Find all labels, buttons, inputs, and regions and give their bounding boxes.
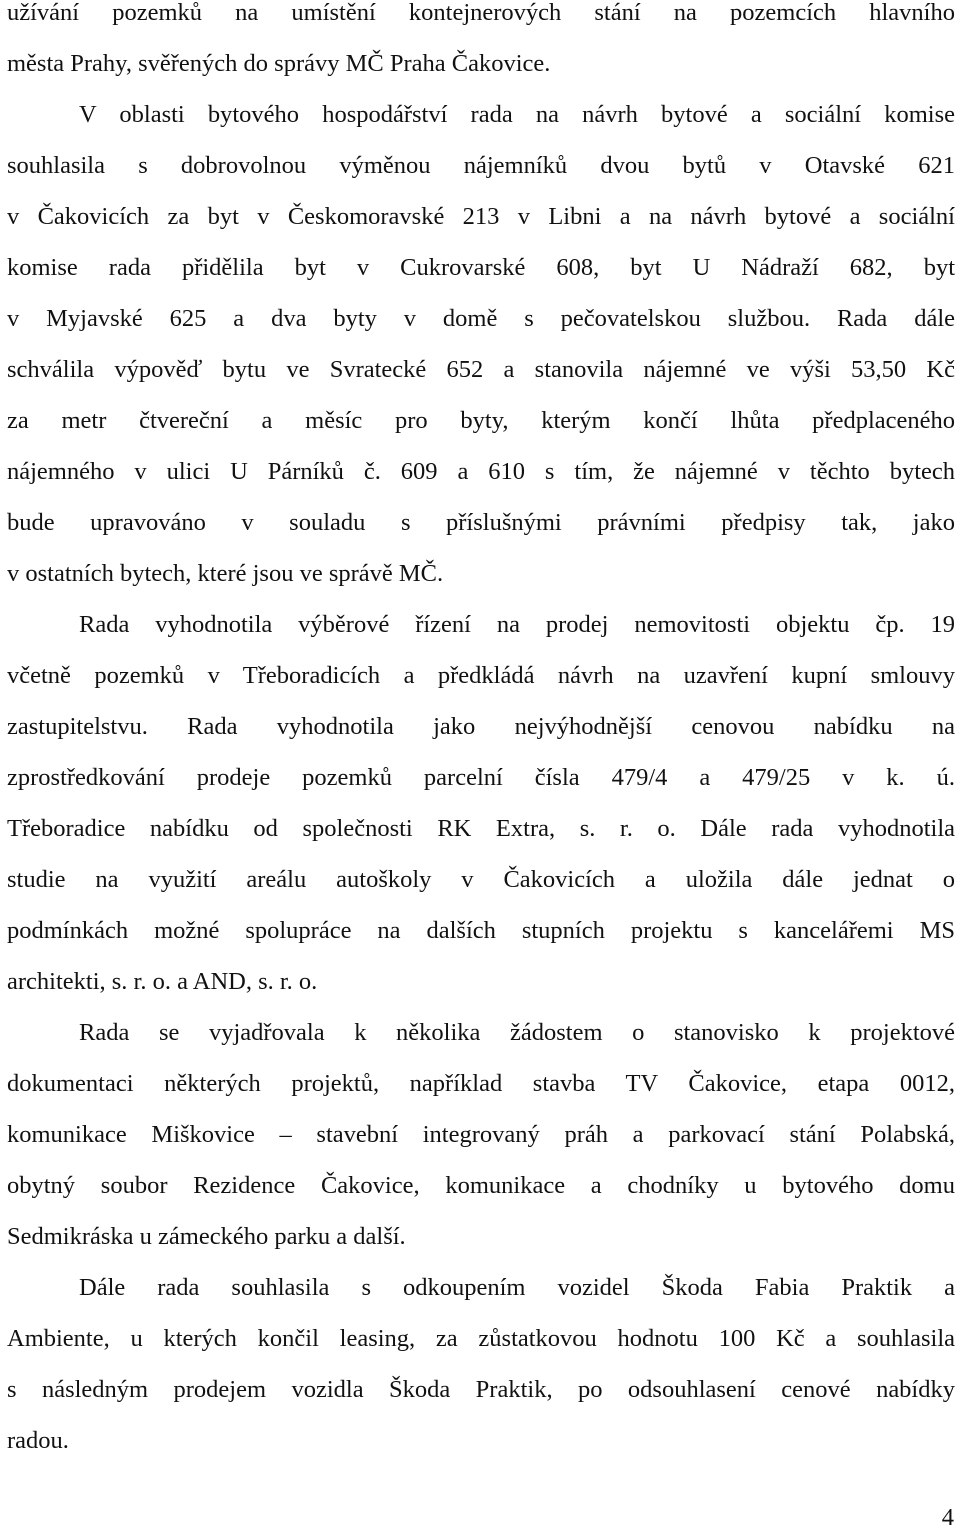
text-line: v ostatních bytech, které jsou ve správě MČ.	[7, 560, 444, 587]
text-line: bude upravováno v souladu s příslušnými právními předpisy tak, jako	[7, 509, 955, 536]
text-line: s následným prodejem vozidla Škoda Praktik, po odsouhlasení cenové nabídky	[7, 1376, 955, 1403]
text-line: architekti, s. r. o. a AND, s. r. o.	[7, 968, 318, 995]
text-line: města Prahy, svěřených do správy MČ Praha Čakovice.	[7, 50, 551, 77]
text-line: podmínkách možné spolupráce na dalších stupních projektu s kancelářemi MS	[7, 917, 955, 944]
text-line: obytný soubor Rezidence Čakovice, komunikace a chodníky u bytového domu	[7, 1172, 955, 1199]
page-number: 4	[941, 1504, 954, 1531]
text-line: zprostředkování prodeje pozemků parcelní čísla 479/4 a 479/25 v k. ú.	[7, 764, 955, 791]
text-line: Ambiente, u kterých končil leasing, za zůstatkovou hodnotu 100 Kč a souhlasila	[7, 1325, 955, 1352]
paragraph-start-line: V oblasti bytového hospodářství rada na návrh bytové a sociální komise	[79, 101, 955, 128]
text-line: zastupitelstvu. Rada vyhodnotila jako nejvýhodnější cenovou nabídku na	[7, 713, 955, 740]
text-line: v Čakovicích za byt v Českomoravské 213 v Libni a na návrh bytové a sociální	[7, 203, 955, 230]
text-line: užívání pozemků na umístění kontejnerových stání na pozemcích hlavního	[7, 0, 955, 26]
paragraph-start-line: Rada se vyjadřovala k několika žádostem o stanovisko k projektové	[79, 1019, 955, 1046]
text-line: souhlasila s dobrovolnou výměnou nájemníků dvou bytů v Otavské 621	[7, 152, 955, 179]
text-line: studie na využití areálu autoškoly v Čakovicích a uložila dále jednat o	[7, 866, 955, 893]
text-line: schválila výpověď bytu ve Svratecké 652 a stanovila nájemné ve výši 53,50 Kč	[7, 356, 955, 383]
text-line: nájemného v ulici U Párníků č. 609 a 610 s tím, že nájemné v těchto bytech	[7, 458, 955, 485]
paragraph-start-line: Dále rada souhlasila s odkoupením vozidel Škoda Fabia Praktik a	[79, 1274, 955, 1301]
text-line: Třeboradice nabídku od společnosti RK Extra, s. r. o. Dále rada vyhodnotila	[7, 815, 955, 842]
text-line: v Myjavské 625 a dva byty v domě s pečovatelskou službou. Rada dále	[7, 305, 955, 332]
text-line: komunikace Miškovice – stavební integrovaný práh a parkovací stání Polabská,	[7, 1121, 955, 1148]
text-line: komise rada přidělila byt v Cukrovarské 608, byt U Nádraží 682, byt	[7, 254, 955, 281]
text-line: radou.	[7, 1427, 69, 1454]
text-line: dokumentaci některých projektů, například stavba TV Čakovice, etapa 0012,	[7, 1070, 955, 1097]
text-line: Sedmikráska u zámeckého parku a další.	[7, 1223, 406, 1250]
paragraph-start-line: Rada vyhodnotila výběrové řízení na prodej nemovitosti objektu čp. 19	[79, 611, 955, 638]
text-line: včetně pozemků v Třeboradicích a předkládá návrh na uzavření kupní smlouvy	[7, 662, 955, 689]
text-line: za metr čtvereční a měsíc pro byty, kterým končí lhůta předplaceného	[7, 407, 955, 434]
